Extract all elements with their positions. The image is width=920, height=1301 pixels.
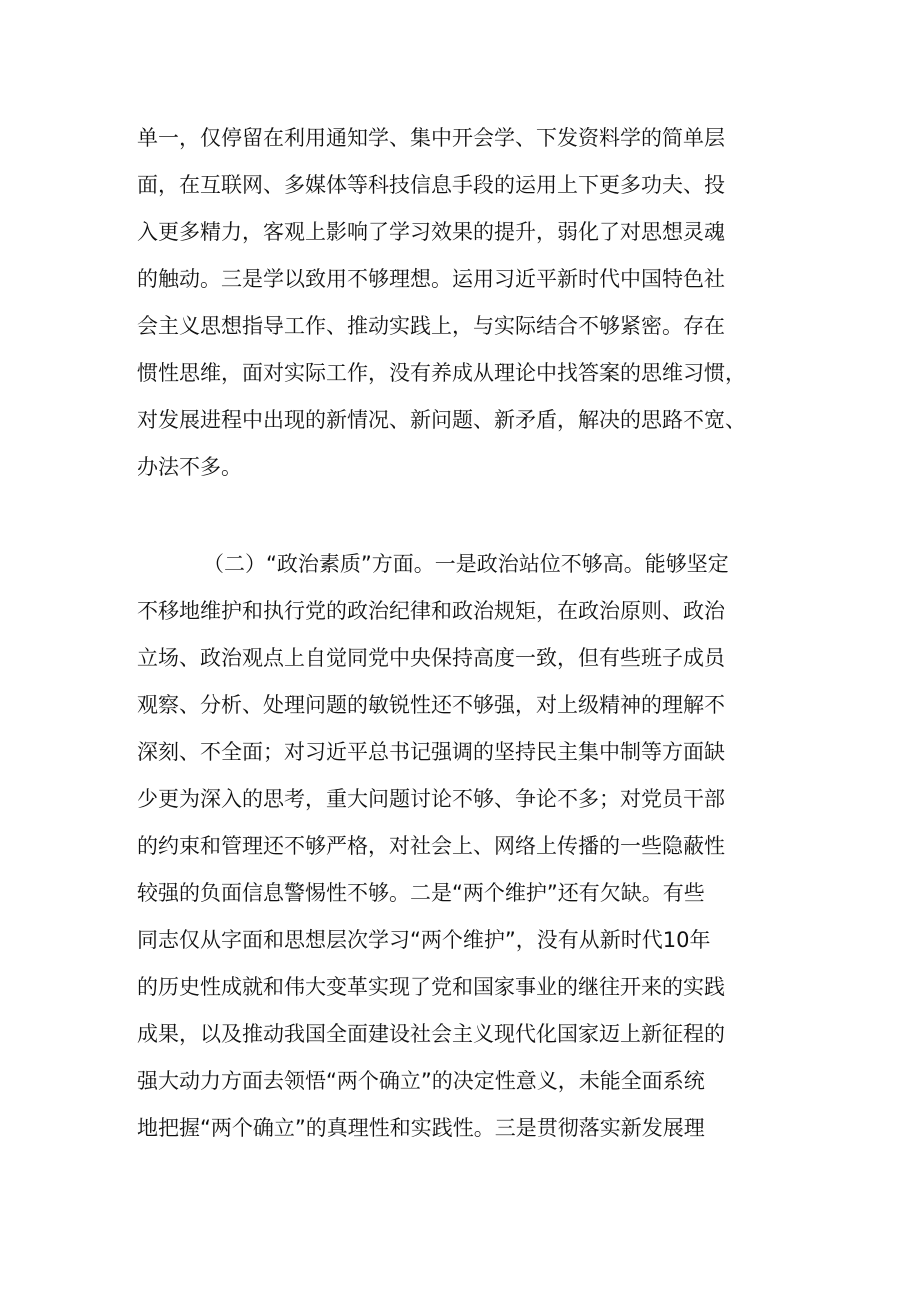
text-line: 办法不多。 [137,455,242,479]
text-line: 立场、政治观点上自觉同党中央保持高度一致，但有些班子成员 [137,646,725,670]
text-line: 入更多精力，客观上影响了学习效果的提升，弱化了对思想灵魂 [137,220,725,244]
text-line: 对发展进程中出现的新情况、新问题、新矛盾，解决的思路不宽、 [137,408,746,432]
text-line: 惯性思维，面对实际工作，没有养成从理论中找答案的思维习惯， [137,361,746,385]
text-line: 较强的负面信息警惕性不够。二是“两个维护”还有欠缺。有些 [137,881,705,905]
text-line: 观察、分析、处理问题的敏锐性还不够强，对上级精神的理解不 [137,693,725,717]
text-line: 不移地维护和执行党的政治纪律和政治规矩，在政治原则、政治 [137,599,725,623]
text-line: 少更为深入的思考，重大问题讨论不够、争论不多；对党员干部 [137,787,725,811]
text-line: 的历史性成就和伟大变革实现了党和国家事业的继往开来的实践 [137,975,725,999]
text-line: 深刻、不全面；对习近平总书记强调的坚持民主集中制等方面缺 [137,740,725,764]
text-line: 强大动力方面去领悟“两个确立”的决定性意义，未能全面系统 [137,1069,705,1093]
text-line: 的约束和管理还不够严格，对社会上、网络上传播的一些隐蔽性 [137,834,725,858]
text-line: 同志仅从字面和思想层次学习“两个维护”，没有从新时代10年 [137,928,711,952]
text-line: 的触动。三是学以致用不够理想。运用习近平新时代中国特色社 [137,267,725,291]
text-line: 会主义思想指导工作、推动实践上，与实际结合不够紧密。存在 [137,314,725,338]
text-line: 地把握“两个确立”的真理性和实践性。三是贯彻落实新发展理 [137,1116,705,1140]
text-line: 单一，仅停留在利用通知学、集中开会学、下发资料学的简单层 [137,126,725,150]
text-line: 面，在互联网、多媒体等科技信息手段的运用上下更多功夫、投 [137,173,725,197]
text-line-indented: （二）“政治素质”方面。一是政治站位不够高。能够坚定 [203,552,729,576]
text-line: 成果，以及推动我国全面建设社会主义现代化国家迈上新征程的 [137,1022,725,1046]
